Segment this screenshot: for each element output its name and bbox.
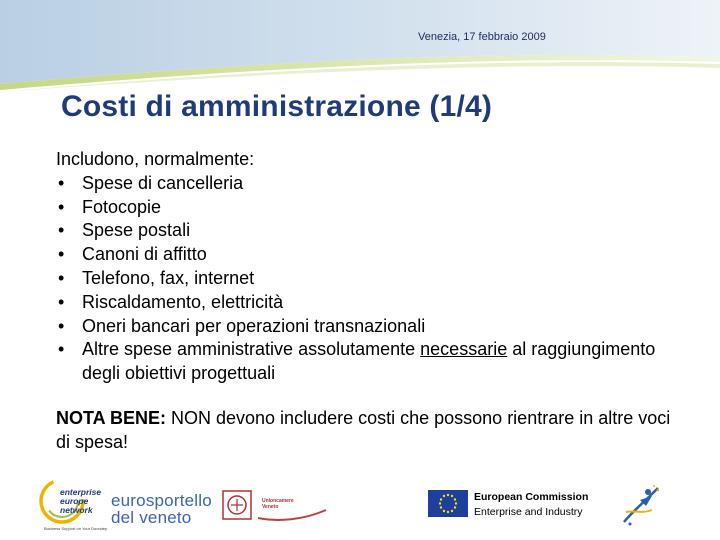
- bullet-symbol: •: [58, 172, 65, 193]
- unioncamere-emblem: [222, 490, 252, 520]
- een-line1: enterprise: [60, 487, 102, 497]
- een-tagline: Business Support on Your Doorstep: [44, 526, 108, 531]
- bullet-symbol: •: [58, 267, 65, 288]
- een-logo-text: [60, 488, 101, 515]
- cip-logo-icon: [618, 482, 664, 528]
- list-item: [56, 243, 696, 267]
- list-item-text: Oneri bancari per operazioni transnazionali: [82, 315, 426, 336]
- list-item-text-after: al raggiungimento degli obiettivi progettuali: [82, 339, 656, 384]
- header-band: [0, 0, 720, 92]
- list-item: [56, 196, 696, 220]
- unioncamere-line1: Unioncamere: [262, 498, 294, 504]
- note-text: NON devono includere costi che possono rientrare in altre voci di spesa!: [56, 408, 671, 452]
- list-item-text: Spese postali: [82, 220, 191, 241]
- ec-title: European Commission: [474, 491, 589, 503]
- bullet-symbol: •: [58, 244, 65, 265]
- bullet-symbol: •: [58, 291, 65, 312]
- list-item-text: Canoni di affitto: [82, 244, 207, 265]
- underlined-word: necessarie: [420, 339, 508, 360]
- list-item: [56, 219, 696, 243]
- eurosportello-logo: [111, 492, 212, 526]
- list-item-text: Telefono, fax, internet: [82, 267, 255, 288]
- list-item-text: Fotocopie: [82, 196, 162, 217]
- unioncamere-line2: Veneto: [262, 504, 279, 510]
- list-item: [56, 315, 696, 339]
- bullet-symbol: •: [58, 196, 65, 217]
- slide-title: Costi di amministrazione (1/4): [61, 90, 493, 123]
- list-item: [56, 267, 696, 291]
- bullet-symbol: •: [58, 220, 65, 241]
- eurosportello-line1: eurosportello: [111, 491, 212, 510]
- bullet-list: [56, 172, 696, 386]
- note-label: NOTA BENE:: [56, 408, 166, 428]
- eu-flag-icon: [428, 490, 468, 517]
- list-item: [56, 291, 696, 315]
- list-item: [56, 338, 696, 386]
- list-item-text: Spese di cancelleria: [82, 172, 244, 193]
- header-date: Venezia, 17 febbraio 2009: [418, 31, 546, 43]
- ec-subtitle: Enterprise and Industry: [474, 506, 583, 518]
- list-item-text: Riscaldamento, elettricità: [82, 291, 284, 312]
- eurosportello-line2: del veneto: [111, 508, 192, 527]
- intro-text: Includono, normalmente:: [56, 149, 255, 169]
- note-block: [56, 407, 676, 455]
- bullet-symbol: •: [58, 339, 65, 360]
- bullet-symbol: •: [58, 315, 65, 336]
- list-item: [56, 172, 696, 196]
- content-body: [56, 148, 696, 386]
- een-line2: europe: [60, 496, 89, 506]
- unioncamere-swoosh: [258, 508, 328, 522]
- een-line3: network: [60, 505, 93, 515]
- list-item-text-before: Altre spese amministrative assolutamente: [82, 339, 421, 360]
